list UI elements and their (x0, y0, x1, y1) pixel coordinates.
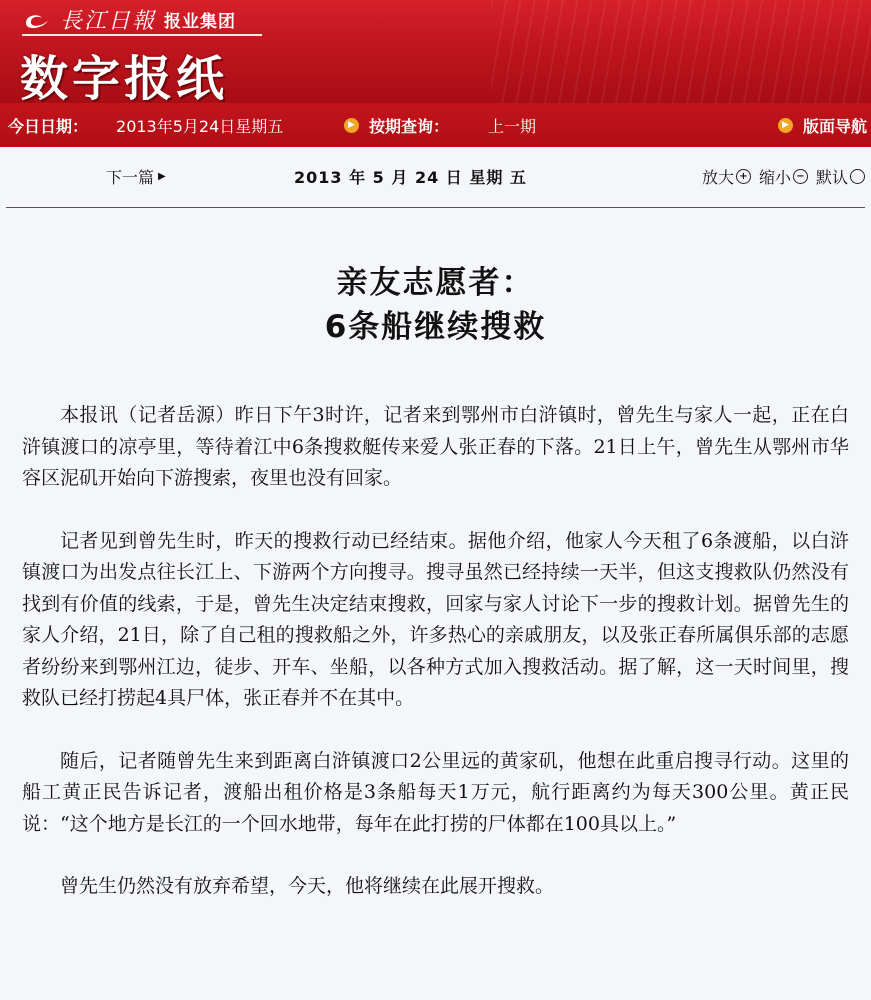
article-headline (22, 261, 849, 349)
zoom-controls (696, 165, 865, 188)
article-toolbar (6, 147, 865, 208)
next-article-link[interactable] (106, 165, 166, 188)
date-navigation-bar (0, 103, 871, 147)
zoom-out-label[interactable]: 缩小 (758, 168, 791, 187)
today-date-label: 今日日期： (8, 116, 89, 136)
zoom-out-button[interactable] (759, 165, 808, 188)
previous-issue-link[interactable]: 上一期 (488, 116, 537, 136)
zoom-in-button[interactable] (702, 165, 751, 188)
today-date-value: 2013年5月24日星期五 (116, 116, 284, 136)
issue-date: 2013 年 5 月 24 日 星期 五 (294, 168, 527, 187)
arrow-bullet-icon: ▶ (344, 118, 359, 133)
headline-line-2: 6条船继续搜救 (324, 309, 547, 345)
logo-divider (22, 34, 262, 36)
layout-navigation[interactable] (778, 114, 867, 137)
article-paragraph: 本报讯（记者岳源）昨日下午3时许，记者来到鄂州市白浒镇时，曾先生与家人一起，正在白浒镇渡口的凉亭里，等待着江中6条搜救艇传来爱人张正春的下落。21日上午，曾先生从鄂州市华容区泥矶开始向下游搜索，夜里也没有回家。 (22, 404, 849, 489)
minus-circle-icon[interactable]: − (793, 169, 808, 184)
newspaper-logo[interactable] (22, 4, 236, 35)
radio-circle-icon[interactable] (850, 169, 865, 184)
issue-query-label[interactable]: 按期查询： (369, 116, 450, 136)
zoom-in-label[interactable]: 放大 (701, 168, 734, 187)
article-paragraph: 记者见到曾先生时，昨天的搜救行动已经结束。据他介绍，他家人今天租了6条渡船，以白浒镇渡口为出发点往长江上、下游两个方向搜寻。搜寻虽然已经持续一天半，但这支搜救队仍然没有找到有价值的线索，于是，曾先生决定结束搜救，回家与家人讨论下一步的搜救计划。据曾先生的家人介绍，21日，除了自己租的搜救船之外，许多热心的亲戚朋友，以及张正春所属俱乐部的志愿者纷纷来到鄂州江边，徒步、开车、坐船，以各种方式加入搜救活动。据了解，这一天时间里，搜救队已经打捞起4具尸体，张正春并不在其中。 (22, 529, 849, 709)
zoom-default-label[interactable]: 默认 (815, 168, 848, 187)
layout-navigation-label[interactable]: 版面导航 (803, 116, 868, 136)
site-title: 数字报纸 (20, 51, 229, 103)
arrow-bullet-icon: ▶ (778, 118, 793, 133)
next-article-label[interactable]: 下一篇 (106, 168, 155, 187)
article-paragraph: 曾先生仍然没有放弃希望，今天，他将继续在此展开搜救。 (60, 875, 555, 897)
zoom-default-button[interactable] (816, 165, 865, 188)
headline-line-1: 亲友志愿者： (336, 265, 535, 301)
plus-circle-icon[interactable]: + (736, 169, 751, 184)
logo-swoosh-icon (22, 9, 52, 31)
masthead-banner (0, 0, 871, 103)
logo-script-text: 長江日報 (60, 9, 157, 34)
article-paragraph: 随后，记者随曾先生来到距离白浒镇渡口2公里远的黄家矶，他想在此重启搜寻行动。这里的船工黄正民告诉记者，渡船出租价格是3条船每天1万元，航行距离约为每天300公里。黄正民说：“这个地方是长江的一个回水地带，每年在此打捞的尸体都在100具以上。” (22, 749, 849, 835)
group-name: 报业集团 (164, 12, 237, 32)
caret-right-icon: ▶ (158, 171, 166, 182)
issue-query[interactable] (344, 114, 449, 137)
article-body (0, 261, 871, 903)
